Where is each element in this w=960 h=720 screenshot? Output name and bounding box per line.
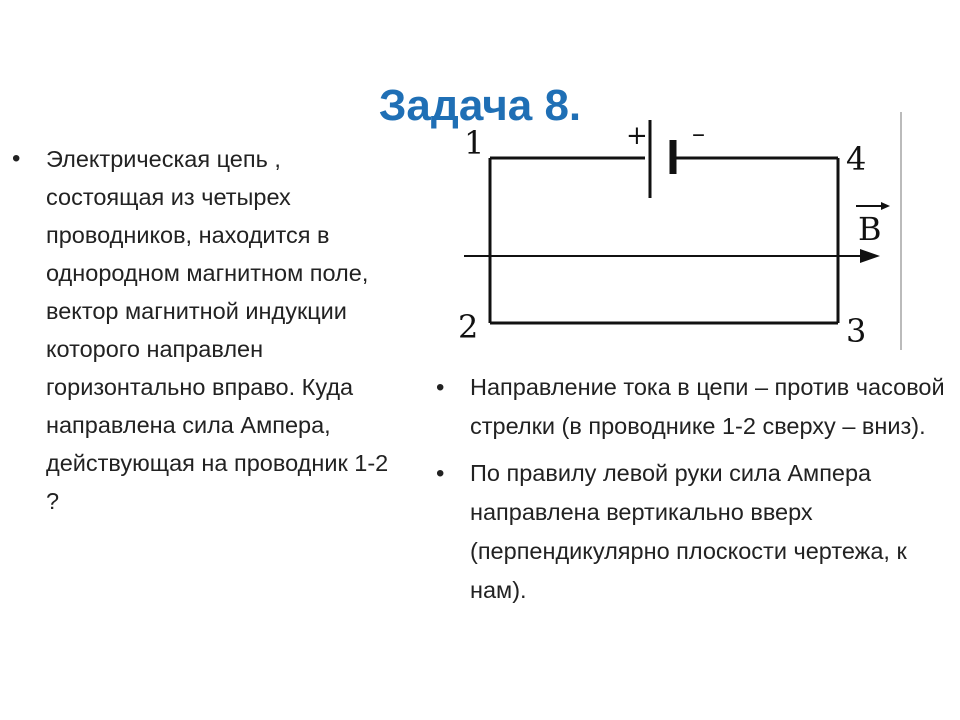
answer-item-force: • По правилу левой руки сила Ампера направлена вертикально вверх (перпендикулярно плоскости чертежа, к нам).	[434, 454, 954, 610]
plus-sign: +	[626, 121, 648, 151]
vector-bar-arrowhead	[881, 202, 890, 210]
problem-statement: • Электрическая цепь , состоящая из четырех проводников, находится в однородном магнитном поле, вектор магнитной индукции которого направлен горизонтально вправо. Куда направлена сила Ампера, действующая на проводник 1-2 ?	[10, 140, 405, 520]
circuit-svg	[440, 110, 910, 355]
minus-sign: –	[692, 119, 705, 149]
field-label-b: B	[858, 210, 882, 248]
answer-list	[434, 368, 954, 618]
circuit-diagram	[440, 110, 910, 355]
problem-list	[10, 140, 405, 520]
corner-label-4: 4	[846, 140, 867, 178]
answer-item-current: • Направление тока в цепи – против часовой стрелки (в проводнике 1-2 сверху – вниз).	[434, 368, 954, 446]
corner-label-3: 3	[846, 312, 867, 350]
corner-label-1: 1	[464, 124, 485, 162]
field-arrowhead	[860, 249, 880, 263]
corner-label-2: 2	[458, 308, 479, 346]
slide-title: Задача 8.	[378, 81, 582, 131]
